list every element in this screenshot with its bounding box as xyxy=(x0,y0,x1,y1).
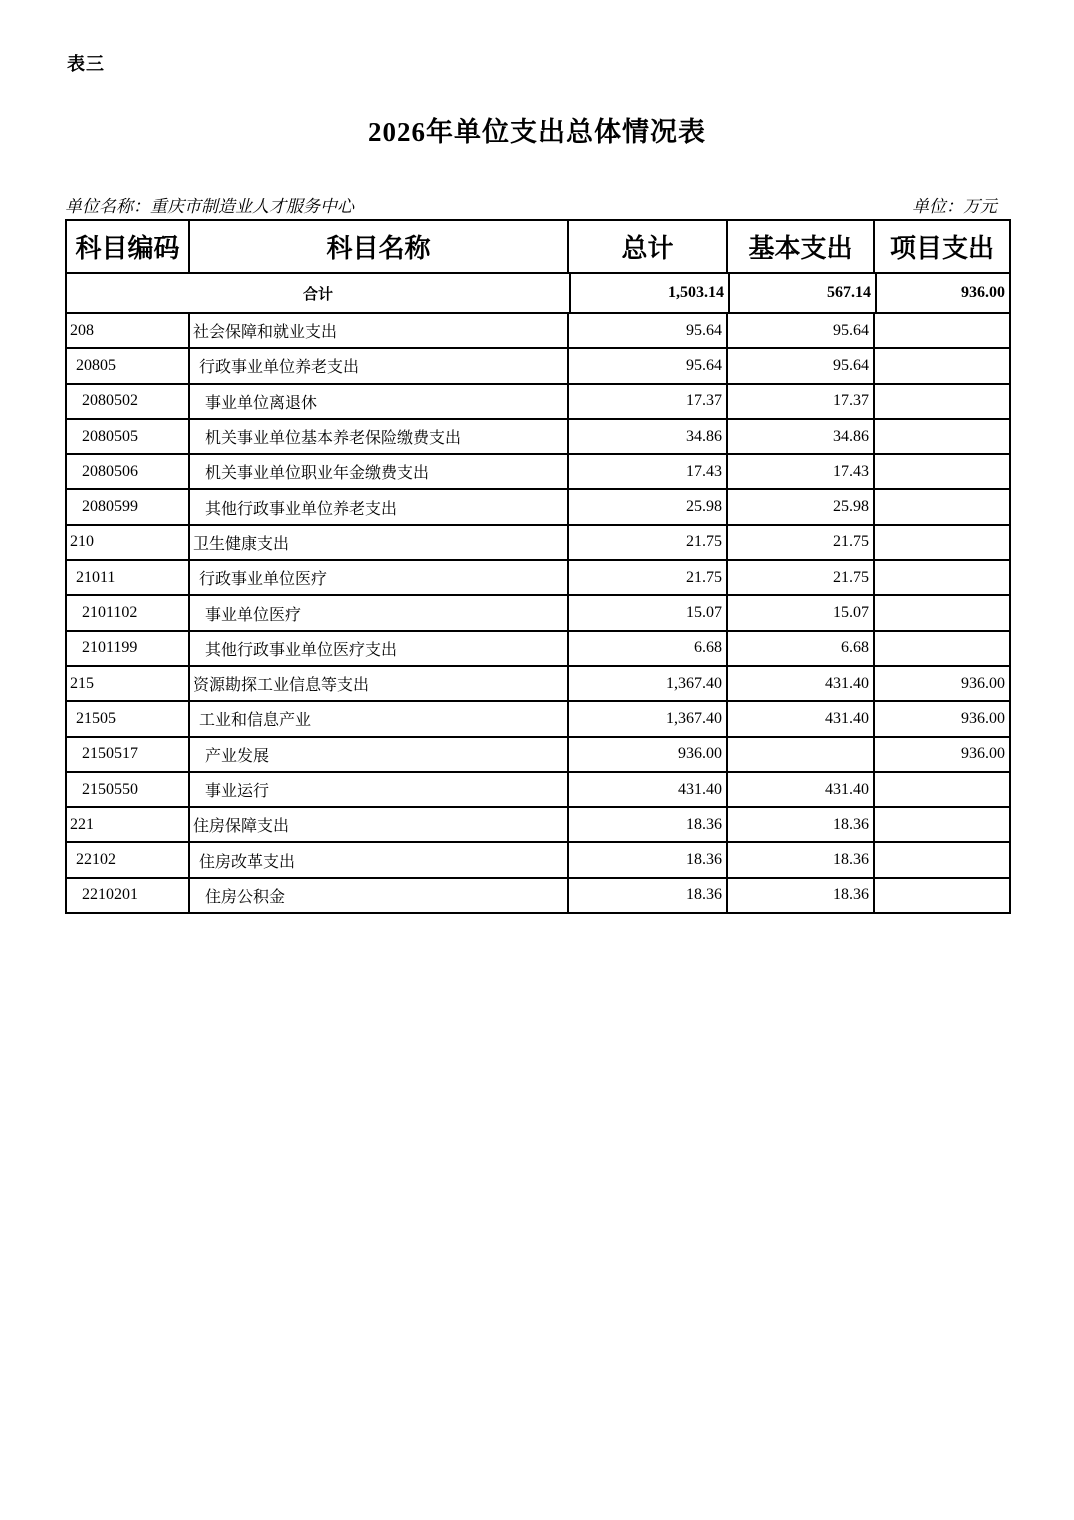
table-row xyxy=(67,773,1009,808)
table-row xyxy=(67,667,1009,702)
subject-code-cell: 2080502 xyxy=(82,392,138,410)
table-row xyxy=(67,314,1009,349)
table-row xyxy=(67,879,1009,912)
project-amount-cell: 936.00 xyxy=(873,738,1009,771)
subject-code-cell: 2101199 xyxy=(82,639,138,657)
basic-amount-cell: 34.86 xyxy=(726,420,873,453)
basic-amount-cell: 21.75 xyxy=(726,561,873,594)
total-project-cell: 936.00 xyxy=(875,274,1009,312)
total-amount-cell: 95.64 xyxy=(567,314,726,347)
table-row xyxy=(67,455,1009,490)
project-amount-cell xyxy=(873,385,1009,418)
subject-name-cell: 资源勘探工业信息等支出 xyxy=(188,667,567,700)
basic-amount-cell: 431.40 xyxy=(726,773,873,806)
subject-name-cell: 事业单位离退休 xyxy=(188,385,567,418)
subject-name-cell: 工业和信息产业 xyxy=(188,702,567,735)
subject-code-cell: 20805 xyxy=(76,356,116,374)
subject-name-cell: 社会保障和就业支出 xyxy=(188,314,567,347)
basic-amount-cell: 25.98 xyxy=(726,490,873,523)
total-amount-cell: 17.37 xyxy=(567,385,726,418)
table-row xyxy=(67,596,1009,631)
page-title: 2026年单位支出总体情况表 xyxy=(368,117,706,147)
subject-code-cell: 210 xyxy=(70,533,94,551)
header-cell-project: 项目支出 xyxy=(873,221,1009,272)
subject-code-cell: 2150517 xyxy=(82,745,138,763)
basic-amount-cell: 95.64 xyxy=(726,349,873,382)
project-amount-cell xyxy=(873,773,1009,806)
subject-name-cell: 机关事业单位基本养老保险缴费支出 xyxy=(188,420,567,453)
total-total-cell: 1,503.14 xyxy=(569,274,728,312)
project-amount-cell xyxy=(873,843,1009,876)
basic-amount-cell: 95.64 xyxy=(726,314,873,347)
subject-name-cell: 行政事业单位养老支出 xyxy=(188,349,567,382)
header-cell-total: 总计 xyxy=(567,221,726,272)
table-row xyxy=(67,843,1009,878)
subject-code-cell: 208 xyxy=(70,321,94,339)
subject-code-cell: 2080506 xyxy=(82,462,138,480)
basic-amount-cell: 21.75 xyxy=(726,526,873,559)
subject-name-cell: 事业运行 xyxy=(188,773,567,806)
page-label: 表三 xyxy=(67,54,105,74)
project-amount-cell xyxy=(873,349,1009,382)
table-row xyxy=(67,526,1009,561)
subject-code-cell: 2080505 xyxy=(82,427,138,445)
total-amount-cell: 1,367.40 xyxy=(567,702,726,735)
subject-name-cell: 其他行政事业单位养老支出 xyxy=(188,490,567,523)
total-amount-cell: 17.43 xyxy=(567,455,726,488)
subject-code-cell: 22102 xyxy=(76,851,116,869)
project-amount-cell xyxy=(873,455,1009,488)
basic-amount-cell: 6.68 xyxy=(726,632,873,665)
subject-name-cell: 卫生健康支出 xyxy=(188,526,567,559)
project-amount-cell xyxy=(873,561,1009,594)
project-amount-cell xyxy=(873,526,1009,559)
table-row xyxy=(67,420,1009,455)
basic-amount-cell xyxy=(726,738,873,771)
expense-table xyxy=(65,219,1011,914)
total-amount-cell: 936.00 xyxy=(567,738,726,771)
subject-name-cell: 产业发展 xyxy=(188,738,567,771)
subject-code-cell: 2210201 xyxy=(82,886,138,904)
basic-amount-cell: 431.40 xyxy=(726,667,873,700)
basic-amount-cell: 17.43 xyxy=(726,455,873,488)
project-amount-cell: 936.00 xyxy=(873,667,1009,700)
header-cell-basic: 基本支出 xyxy=(726,221,873,272)
total-label-cell: 合计 xyxy=(302,286,333,303)
subject-name-cell: 住房公积金 xyxy=(188,879,567,912)
table-row xyxy=(67,808,1009,843)
table-row xyxy=(67,385,1009,420)
table-row xyxy=(67,702,1009,737)
subject-code-cell: 2150550 xyxy=(82,780,138,798)
total-amount-cell: 21.75 xyxy=(567,526,726,559)
project-amount-cell xyxy=(873,808,1009,841)
subject-name-cell: 住房保障支出 xyxy=(188,808,567,841)
basic-amount-cell: 18.36 xyxy=(726,879,873,912)
basic-amount-cell: 431.40 xyxy=(726,702,873,735)
total-amount-cell: 431.40 xyxy=(567,773,726,806)
project-amount-cell xyxy=(873,314,1009,347)
total-amount-cell: 18.36 xyxy=(567,879,726,912)
subject-name-cell: 机关事业单位职业年金缴费支出 xyxy=(188,455,567,488)
basic-amount-cell: 15.07 xyxy=(726,596,873,629)
basic-amount-cell: 18.36 xyxy=(726,843,873,876)
total-amount-cell: 21.75 xyxy=(567,561,726,594)
basic-amount-cell: 18.36 xyxy=(726,808,873,841)
total-amount-cell: 25.98 xyxy=(567,490,726,523)
subject-code-cell: 2101102 xyxy=(82,604,138,622)
subject-code-cell: 221 xyxy=(70,815,94,833)
total-row xyxy=(67,274,1009,314)
basic-amount-cell: 17.37 xyxy=(726,385,873,418)
table-body xyxy=(67,314,1009,912)
table-row xyxy=(67,632,1009,667)
table-row xyxy=(67,349,1009,384)
subject-code-cell: 21011 xyxy=(76,568,116,586)
subject-code-cell: 21505 xyxy=(76,709,116,727)
project-amount-cell xyxy=(873,879,1009,912)
subject-name-cell: 住房改革支出 xyxy=(188,843,567,876)
header-cell-name: 科目名称 xyxy=(188,221,567,272)
table-header-row xyxy=(67,221,1009,274)
info-line xyxy=(65,192,1009,217)
total-amount-cell: 1,367.40 xyxy=(567,667,726,700)
table-row xyxy=(67,738,1009,773)
unit-name: 单位名称：重庆市制造业人才服务中心 xyxy=(65,197,354,216)
total-amount-cell: 15.07 xyxy=(567,596,726,629)
subject-name-cell: 事业单位医疗 xyxy=(188,596,567,629)
project-amount-cell: 936.00 xyxy=(873,702,1009,735)
table-row xyxy=(67,490,1009,525)
project-amount-cell xyxy=(873,596,1009,629)
total-amount-cell: 95.64 xyxy=(567,349,726,382)
total-amount-cell: 6.68 xyxy=(567,632,726,665)
table-row xyxy=(67,561,1009,596)
unit-label: 单位：万元 xyxy=(912,197,997,216)
total-basic-cell: 567.14 xyxy=(728,274,875,312)
total-amount-cell: 18.36 xyxy=(567,808,726,841)
subject-name-cell: 其他行政事业单位医疗支出 xyxy=(188,632,567,665)
total-amount-cell: 18.36 xyxy=(567,843,726,876)
project-amount-cell xyxy=(873,632,1009,665)
project-amount-cell xyxy=(873,490,1009,523)
project-amount-cell xyxy=(873,420,1009,453)
subject-code-cell: 2080599 xyxy=(82,498,138,516)
total-amount-cell: 34.86 xyxy=(567,420,726,453)
header-cell-code: 科目编码 xyxy=(75,233,180,263)
subject-code-cell: 215 xyxy=(70,674,94,692)
subject-name-cell: 行政事业单位医疗 xyxy=(188,561,567,594)
